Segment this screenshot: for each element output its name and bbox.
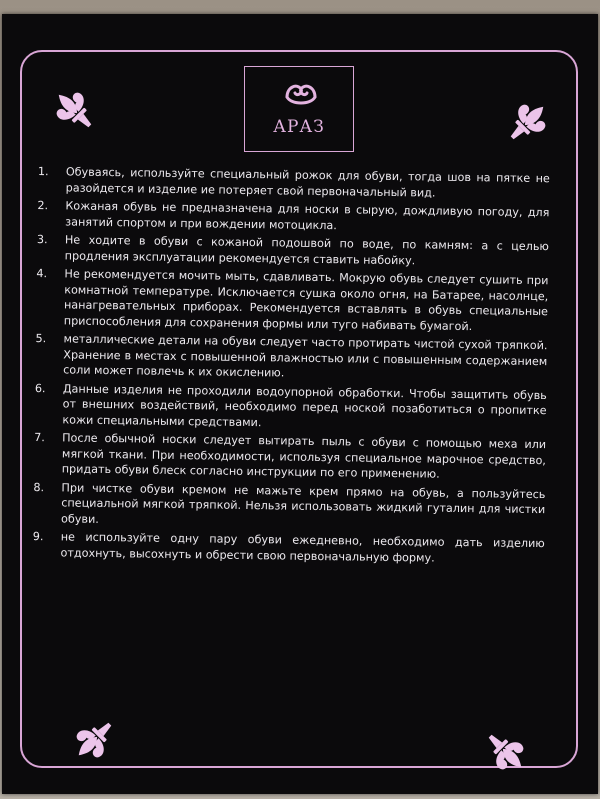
rule-number: 7. (34, 431, 45, 445)
rule-text: После обычной носки следует вытирать пыль с обуви с помощью меха или мягкой ткани. При необходимости, используя специальное марочное средство, придать обуви блеск согласно инструкции по его применению. (61, 431, 547, 481)
rule-text: металлические детали на обуви следует часто протирать чистой сухой тряпкой. Хранение в местах с повышенной влажностью или с повышенным содержанием соли может повлечь к их окислению. (63, 332, 548, 380)
fleur-de-lis-icon (68, 712, 122, 766)
rule-text: не используйте одну пару обуви ежедневно, необходимо дать изделию отдохнуть, высохнуть и обрести свою первоначальную форму. (60, 530, 545, 565)
care-rules-list (30, 164, 550, 570)
fleur-de-lis-icon (478, 724, 532, 778)
rule-text: Кожаная обувь не предназначена для носки в сырую, дождливую погоду, для занятий спортом и при вождении мотоцикла. (65, 199, 550, 232)
rule-text: Не ходите в обуви с кожаной подошвой по воде, по камням: а с целью продления эксплуатации рекомендуется ставить набойку. (64, 233, 549, 267)
brand-name: АРАЗ (273, 117, 325, 137)
rule-number: 2. (37, 199, 49, 213)
rule-text: При чистке обуви кремом не мажьте крем прямо на обувь, а пользуйтесь специальной мягкой тряпкой. Нельзя использовать жидкий гуталин для чистки обуви. (60, 480, 546, 526)
care-rule-item (33, 331, 548, 385)
rule-number: 5. (35, 332, 47, 346)
rule-text: Обуваясь, используйте специальный рожок для обуви, тогда шов на пятке не разойдется и изделие ие потеряет свой первоначальный вид. (65, 165, 550, 200)
rule-number: 9. (32, 529, 44, 544)
rule-number: 8. (33, 480, 45, 494)
care-rule-item (35, 198, 549, 236)
rule-number: 4. (36, 267, 48, 281)
care-rule-item (32, 380, 547, 434)
fleur-de-lis-icon (500, 96, 554, 150)
rule-number: 3. (36, 233, 48, 247)
rule-text: Не рекомендуется мочить мыть, сдавливать. Мокрую обувь следует сушить при комнатной температуре. Исключается сушка около огня, на Батарее, насолнце, нанагревательных приборах. Рекомендуется вставлять в обувь специальные приспособления для сохранения формы или туго набивать бумагой. (63, 267, 549, 333)
swirl-logo-icon (281, 77, 321, 109)
rule-number: 6. (34, 381, 46, 395)
care-rule-item (31, 479, 546, 533)
care-rule-item (34, 266, 549, 335)
rule-number: 1. (37, 165, 49, 179)
brand-logo (244, 66, 354, 152)
care-rule-item (35, 232, 549, 270)
care-rule-item (32, 430, 547, 484)
rule-text: Данные изделия не проходили водоупорной обработки. Чтобы защитить обувь от внешних воздействий, необходимо перед ноской позаботиться о пропитке кожи специальными средствами. (62, 381, 547, 429)
care-rule-item (36, 164, 550, 202)
care-rule-item (30, 529, 544, 567)
fleur-de-lis-icon (48, 84, 102, 138)
